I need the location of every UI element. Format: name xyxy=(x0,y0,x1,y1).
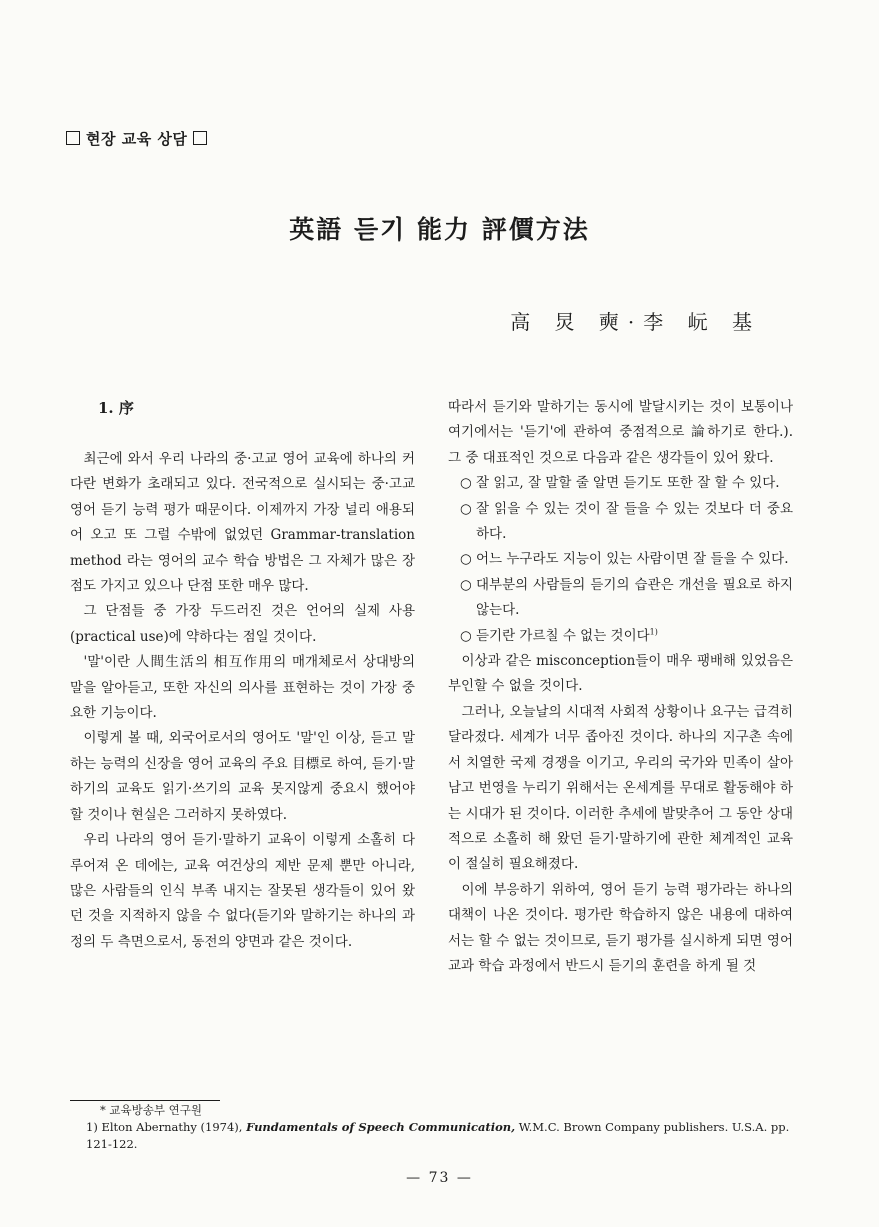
right-column xyxy=(448,395,793,979)
series-tag-text: 현장 교육 상담 xyxy=(86,130,188,148)
paragraph: 이렇게 볼 때, 외국어로서의 영어도 '말'인 이상, 듣고 말하는 능력의 신장을 영어 교육의 주요 目標로 하여, 듣기·말하기의 교육도 읽기·쓰기의 교육 못지않게 중요시 했어야 할 것이나 현실은 그러하지 못하였다. xyxy=(70,730,415,823)
section-heading: 1. 序 xyxy=(98,399,134,417)
list-item: ○ 대부분의 사람들의 듣기의 습관은 개선을 필요로 하지 않는다. xyxy=(448,573,793,624)
circle-bullet-icon: ○ xyxy=(460,551,472,568)
paragraph: 이에 부응하기 위하여, 영어 듣기 능력 평가라는 하나의 대책이 나온 것이다. 평가란 학습하지 않은 내용에 대하여서는 할 수 없는 것이므로, 듣기 평가를 실시하게 되면 영어 교과 학습 과정에서 반드시 듣기의 훈련을 하게 될 것 xyxy=(448,881,793,974)
paragraph: 최근에 와서 우리 나라의 중·고교 영어 교육에 하나의 커다란 변화가 초래되고 있다. 전국적으로 실시되는 중·고교 영어 듣기 능력 평가 때문이다. 이제까지 가장 널리 애용되어 오고 또 그럴 수밖에 없었던 Grammar-translation method 라는 영어의 교수 학습 방법은 그 자체가 많은 장점도 가지고 있으나 단점 또한 매우 많다. xyxy=(70,451,415,595)
circle-bullet-icon: ○ xyxy=(460,576,472,593)
footnote-reference: 1) Elton Abernathy (1974), Fundamentals of Speech Communication, W.M.C. Brown Company publishers. U.S.A. pp. 121-122. xyxy=(86,1120,790,1151)
list-item: ○ 잘 읽고, 잘 말할 줄 알면 듣기도 또한 잘 할 수 있다. xyxy=(448,471,793,496)
list-item: ○ 듣기란 가르칠 수 없는 것이다$^{1)}$ xyxy=(448,624,793,649)
footnote-rule xyxy=(70,1100,220,1101)
paragraph-continuation: 따라서 듣기와 말하기는 동시에 발달시키는 것이 보통이나 여기에서는 '듣기'에 관하여 중점적으로 論하기로 한다.). 그 중 대표적인 것으로 다음과 같은 생각들이 있어 왔다. xyxy=(448,399,793,466)
paragraph: 그러나, 오늘날의 시대적 사회적 상황이나 요구는 급격히 달라졌다. 세계가 너무 좁아진 것이다. 하나의 지구촌 속에서 치열한 국제 경쟁을 이기고, 우리의 국가와 민족이 살아남고 번영을 누리기 위해서는 온세계를 무대로 활동해야 하는 시대가 된 것이다. 이러한 추세에 발맞추어 그 동안 상대적으로 소홀히 해 왔던 듣기·말하기에 관한 체계적인 교육이 절실히 필요해졌다. xyxy=(448,703,793,873)
paragraph: 그 단점들 중 가장 두드러진 것은 언어의 실제 사용(practical use)에 약하다는 점일 것이다. xyxy=(70,603,415,645)
page-number: — 73 — xyxy=(406,1170,473,1186)
article-authors: 高 炅 奭·李 岏 基 xyxy=(510,310,761,334)
paragraph: 이상과 같은 misconception들이 매우 팽배해 있었음은 부인할 수 없을 것이다. xyxy=(448,653,793,695)
list-item: ○ 어느 누구라도 지능이 있는 사람이면 잘 들을 수 있다. xyxy=(448,547,793,572)
box-glyph-left xyxy=(66,131,80,145)
circle-bullet-icon: ○ xyxy=(460,475,472,492)
article-title: 英語 듣기 能力 評價方法 xyxy=(289,215,590,244)
series-tag xyxy=(66,128,207,149)
reference-title: Fundamentals of Speech Communication, xyxy=(246,1120,516,1134)
circle-bullet-icon: ○ xyxy=(460,627,472,644)
paragraph: '말'이란 人間生活의 相互作用의 매개체로서 상대방의 말을 알아듣고, 또한 자신의 의사를 표현하는 것이 가장 중요한 기능이다. xyxy=(70,654,415,722)
footnote-ref: 1) xyxy=(649,627,658,637)
circle-bullet-icon: ○ xyxy=(460,500,472,517)
list-item: ○ 잘 읽을 수 있는 것이 잘 들을 수 있는 것보다 더 중요하다. xyxy=(448,497,793,548)
misconception-list xyxy=(448,471,793,649)
paragraph: 우리 나라의 영어 듣기·말하기 교육이 이렇게 소홀히 다루어져 온 데에는, 교육 여건상의 제반 문제 뿐만 아니라, 많은 사람들의 인식 부족 내지는 잘못된 생각들이 있어 왔던 것을 지적하지 않을 수 없다(듣기와 말하기는 하나의 과정의 두 측면으로서, 동전의 양면과 같은 것이다. xyxy=(70,832,415,950)
footnotes xyxy=(86,1102,798,1153)
footnote-affiliation: * 교육방송부 연구원 xyxy=(100,1103,202,1117)
box-glyph-right xyxy=(193,131,207,145)
left-column xyxy=(70,395,415,955)
